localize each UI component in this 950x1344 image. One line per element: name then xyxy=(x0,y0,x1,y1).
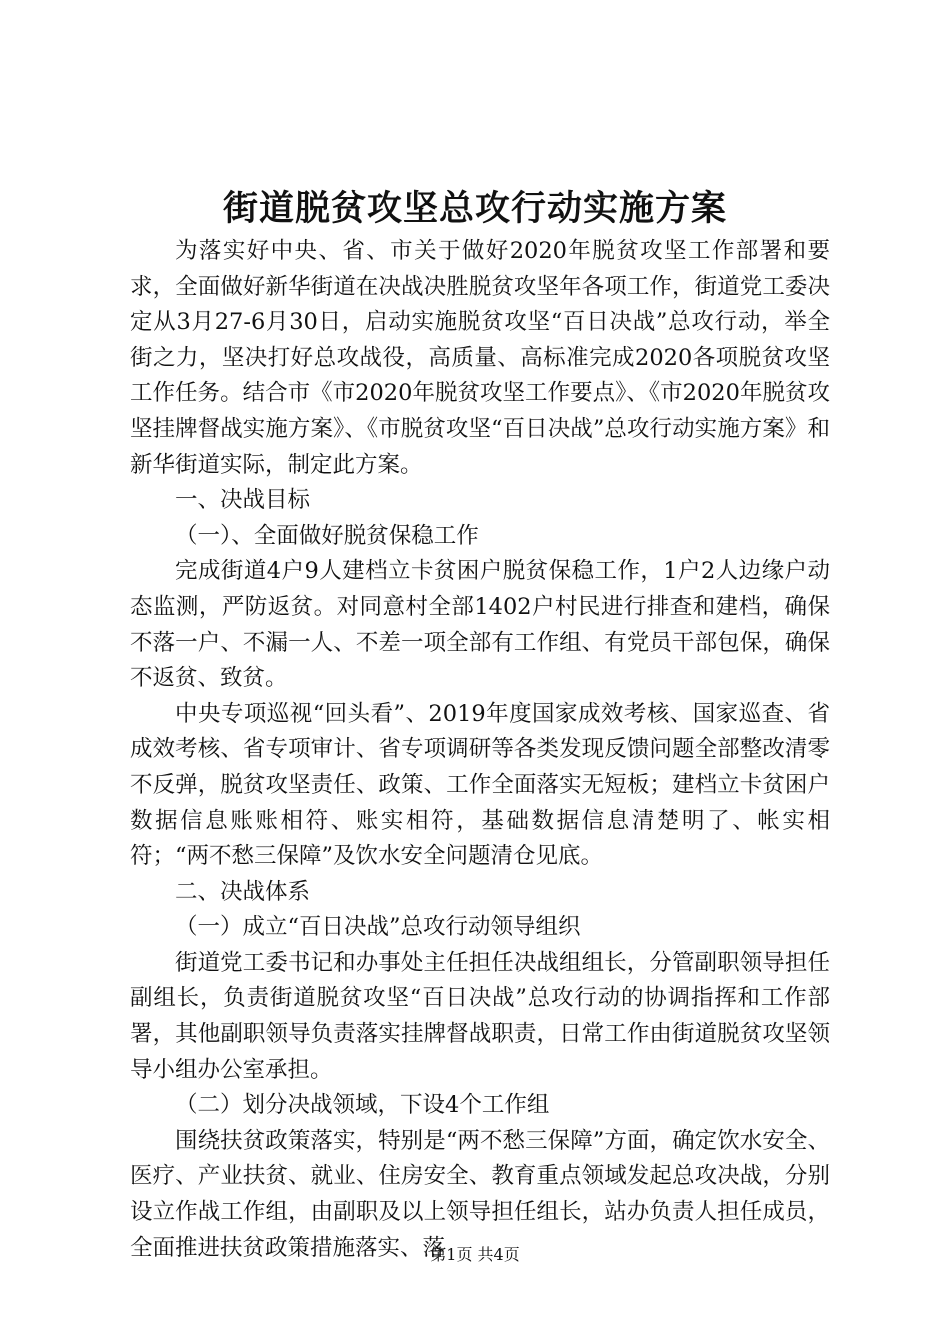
subsection-heading-1-1: （一）、全面做好脱贫保稳工作 xyxy=(175,522,479,549)
paragraph-work-groups: 围绕扶贫政策落实，特别是“两不愁三保障”方面，确定饮水安全、医疗、产业扶贫、就业、住房安全、教育重点领域发起总攻决战，分别设立作战工作组，由副职及以上领导担任组长，站办负责人担任成员，全面推进扶贫政策措施落实、落 xyxy=(130,1127,830,1261)
section-heading-2: 二、决战体系 xyxy=(175,878,311,905)
document-title: 街道脱贫攻坚总攻行动实施方案 xyxy=(222,188,727,229)
section-heading-1: 一、决战目标 xyxy=(175,487,311,514)
paragraph-rectification: 中央专项巡视“回头看”、2019年度国家成效考核、国家巡查、省成效考核、省专项审计、省专项调研等各类发现反馈问题全部整改清零不反弹，脱贫攻坚责任、政策、工作全面落实无短板；建档立卡贫困户数据信息账账相符、账实相符，基础数据信息清楚明了、帐实相符；“两不愁三保障”及饮水安全问题清仓见底。 xyxy=(130,700,830,870)
subsection-heading-2-1: （一）成立“百日决战”总攻行动领导组织 xyxy=(175,914,581,941)
page-footer: 第1页 共4页 xyxy=(430,1245,520,1264)
subsection-heading-2-2: （二）划分决战领域，下设4个工作组 xyxy=(175,1092,550,1119)
paragraph-stabilize: 完成街道4户9人建档立卡贫困户脱贫保稳工作，1户2人边缘户动态监测，严防返贫。对同意村全部1402户村民进行排查和建档，确保不落一户、不漏一人、不差一项全部有工作组、有党员干部包保，确保不返贫、致贫。 xyxy=(130,558,830,692)
document-body xyxy=(130,234,830,1266)
paragraph-intro: 为落实好中央、省、市关于做好2020年脱贫攻坚工作部署和要求，全面做好新华街道在决战决胜脱贫攻坚年各项工作，街道党工委决定从3月27-6月30日，启动实施脱贫攻坚“百日决战”总攻行动，举全街之力，坚决打好总攻战役，高质量、高标准完成2020各项脱贫攻坚工作任务。结合市《市2020年脱贫攻坚工作要点》、《市2020年脱贫攻坚挂牌督战实施方案》、《市脱贫攻坚“百日决战”总攻行动实施方案》和新华街道实际，制定此方案。 xyxy=(130,238,830,478)
paragraph-leadership: 街道党工委书记和办事处主任担任决战组组长，分管副职领导担任副组长，负责街道脱贫攻坚“百日决战”总攻行动的协调指挥和工作部署，其他副职领导负责落实挂牌督战职责，日常工作由街道脱贫攻坚领导小组办公室承担。 xyxy=(130,949,830,1083)
